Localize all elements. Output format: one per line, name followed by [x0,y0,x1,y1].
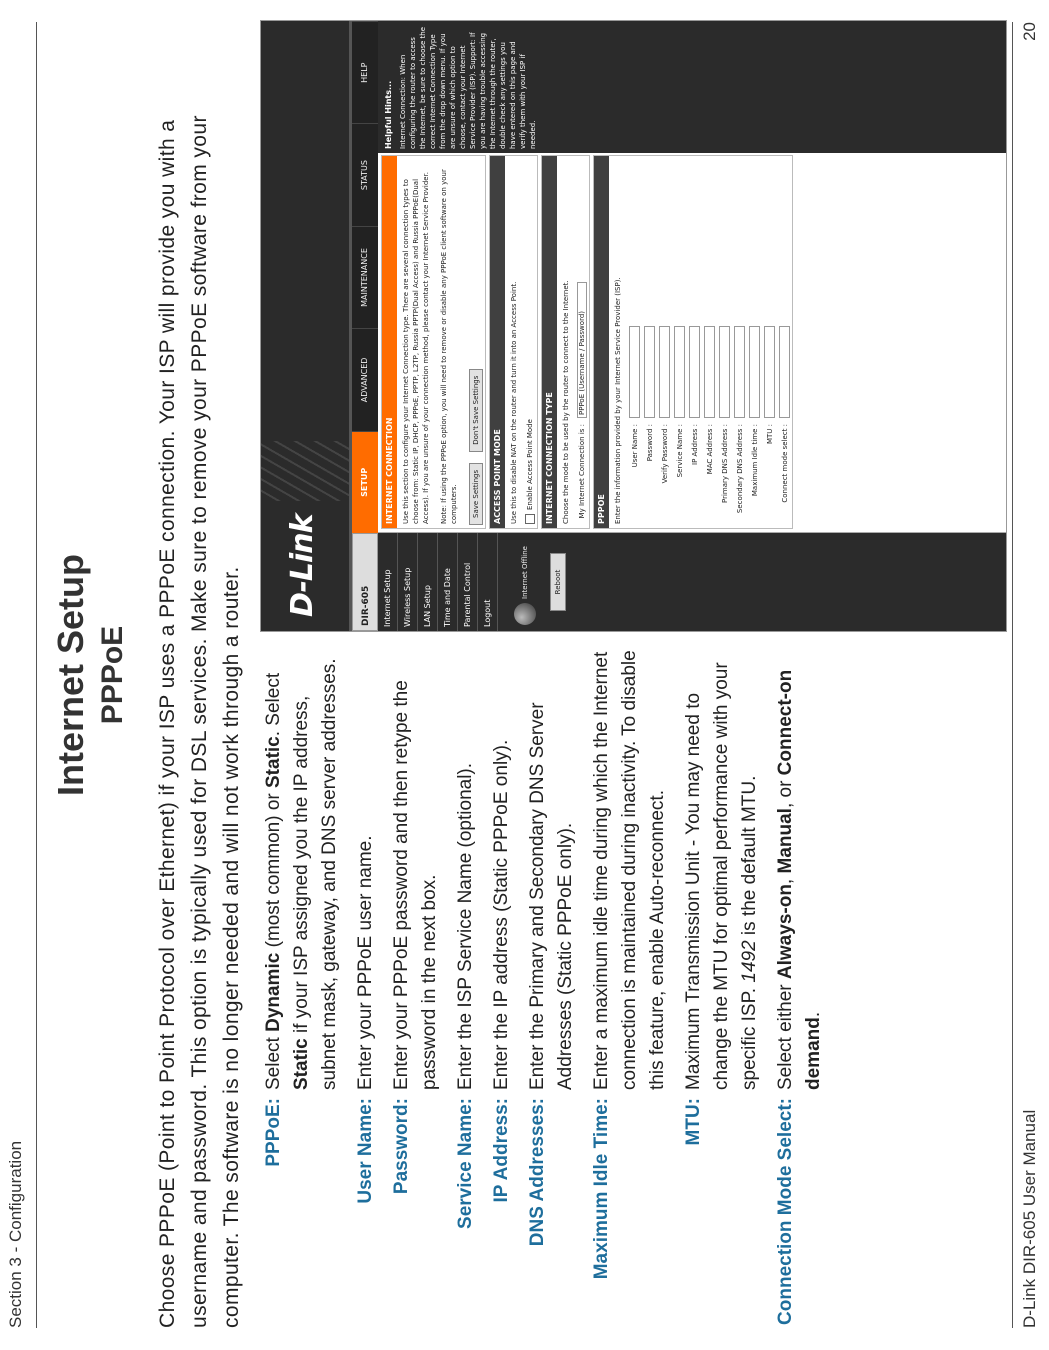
field-label: Service Name : [675,424,684,478]
pppoe-field-row [777,156,792,528]
definition-text-part: Connect-on demand [775,669,824,1090]
banner-stripes [261,441,349,501]
definition-row [524,638,580,1328]
pppoe-field-row [642,156,657,528]
definition-row [488,638,516,1328]
definition-text-part: (most common) or [263,788,284,953]
page-number: 20 [1020,22,1039,41]
header-rule [36,22,37,1328]
model-label: DIR-605 [352,533,378,631]
definition-text-part: if your ISP assigned you the IP address, subnet mask, gateway, and DNS server addresses. [291,658,340,1090]
definition-row [388,638,444,1328]
section-header: Section 3 - Configuration [6,1140,25,1328]
checkbox-label: Enable Access Point Mode [526,419,534,510]
dlink-logo: D-Link [285,514,320,617]
access-point-checkbox[interactable] [525,514,535,524]
field-label: Verify Password : [660,424,669,484]
definition-label: IP Address: [491,1098,512,1203]
definition-text-part: is the default MTU. [739,775,760,941]
field-label: Maximum Idle time : [750,424,759,497]
definition-label: DNS Addresses: [527,1098,548,1247]
definition-label: PPPoE: [263,1098,284,1167]
sidebar [378,533,1006,631]
status-text: Internet Offline [521,546,529,599]
definition-text-part: Static [263,736,284,788]
field-input[interactable] [734,326,745,418]
reboot-button[interactable]: Reboot [550,553,566,611]
definition-row [452,638,480,1328]
field-input[interactable] [674,326,685,418]
definition-text-part: , [775,873,796,885]
definition-text-part: Enter the ISP Service Name (optional). [455,762,476,1090]
definition-text-part: Always-on [775,884,796,980]
pppoe-field-row [672,156,687,528]
definition-text [388,638,444,1090]
definition-text-part: , or [775,775,796,809]
definition-text-part: Dynamic [263,952,284,1032]
sidebar-item[interactable]: Wireless Setup [398,533,418,631]
top-tabs [352,21,378,533]
tab-advanced[interactable]: ADVANCED [352,328,378,430]
field-input[interactable] [779,326,790,418]
field-label: Connect mode select : [780,424,789,503]
definition-text-part: Enter the IP address (Static PPPoE only). [491,739,512,1090]
definition-text-part: Enter a maximum idle time during which the Internet connection is maintained during inactivity. To disable this feature, enable Auto-reconnect. [591,650,668,1090]
tab-maintenance[interactable]: MAINTENANCE [352,226,378,328]
definition-text-part: Enter your PPPoE user name. [355,835,376,1090]
definition-row [352,638,380,1328]
definition-row [680,638,764,1328]
definition-text-part: . [803,1011,824,1018]
status-area [514,539,536,625]
footer-manual: D-Link DIR-605 User Manual [1020,1109,1039,1328]
definition-text [524,638,580,1090]
connection-type-select[interactable]: PPPoE (Username / Password) [577,282,587,418]
help-panel [378,21,1006,153]
definition-label: Service Name: [455,1098,476,1229]
section-text: Choose the mode to be used by the router to connect to the Internet. [562,280,570,524]
help-text: Internet Connection: When configuring the router to access the Internet, be sure to choose the correct Internet Connection Type from the drop down menu. If you are unsure of which option to choose, contact your Internet Service Provider (ISP). Support: If you are having trouble accessing the Internet through the router, double check any settings you have entered on this page and verify them with your ISP if needed. [399,26,537,149]
main-panel [378,152,1006,533]
pppoe-section [593,155,793,529]
tab-help[interactable]: HELP [352,21,378,123]
pppoe-field-row [627,156,642,528]
globe-icon [514,603,536,625]
definition-row [588,638,672,1328]
field-label: Primary DNS Address : [720,424,729,504]
field-input[interactable] [629,326,640,418]
definition-label: Connection Mode Select: [775,1098,796,1325]
sidebar-item[interactable]: Parental Control [458,533,478,631]
definition-text-part: Select [263,1031,284,1090]
definition-text [588,638,672,1090]
definition-text-part: 1492 [739,940,760,983]
field-input[interactable] [764,326,775,418]
connection-type-section [541,155,590,529]
router-screenshot [260,20,1007,632]
pppoe-field-row [702,156,717,528]
pppoe-field-row [657,156,672,528]
access-point-section [489,155,538,529]
sidebar-item[interactable]: Logout [478,533,498,631]
section-text: Enter the information provided by your Internet Service Provider (ISP). [614,277,622,524]
definition-text [680,638,764,1090]
field-input[interactable] [689,326,700,418]
save-button[interactable]: Save Settings [469,463,483,525]
definition-text-part: Static [291,1038,312,1090]
section-note: Note: If using the PPPoE option, you will need to remove or disable any PPPoE client software on your computers. [440,169,458,524]
definition-text [452,638,480,1090]
definition-text-part: . Select [263,672,284,737]
pppoe-field-row [747,156,762,528]
tab-status[interactable]: STATUS [352,123,378,225]
definition-row [260,638,344,1328]
definition-label: Password: [391,1098,412,1195]
definition-text-part: Select either [775,979,796,1090]
internet-connection-section [381,155,486,529]
sidebar-item[interactable]: LAN Setup [418,533,438,631]
section-heading: ACCESS POINT MODE [490,156,505,528]
definition-text-part: Manual [775,808,796,874]
field-label: MTU : [765,424,774,445]
field-input[interactable] [659,326,670,418]
field-input[interactable] [749,326,760,418]
sidebar-item[interactable]: Internet Setup [378,533,398,631]
sidebar-item[interactable]: Time and Date [438,533,458,631]
section-text: Use this section to configure your Internet Connection type. There are several connection types to choose from: Static IP, DHCP, PPPoE, PPTP, L2TP, Russia PPTP(Dual Access) and Russia PPPoE(Dual Access). If you are unsure of your connection method, please contact your Internet Service Provider. [402,171,430,524]
field-label: My Internet Connection is : [578,424,586,519]
field-input[interactable] [704,326,715,418]
definition-text-part: Enter your PPPoE password and then retype the password in the next box. [391,680,440,1090]
definition-row [772,638,828,1328]
field-label: Password : [645,424,654,462]
field-label: Secondary DNS Address : [735,424,744,514]
section-heading: INTERNET CONNECTION [382,156,397,528]
definition-label: MTU: [683,1098,704,1146]
field-input[interactable] [644,326,655,418]
section-text: Use this to disable NAT on the router and turn it into an Access Point. [510,281,518,524]
section-heading: PPPOE [594,156,609,528]
definition-text [488,638,516,1090]
definition-text [352,638,380,1090]
field-label: MAC Address : [705,424,714,475]
page-subtitle: PPPoE [96,625,129,725]
definition-label: Maximum Idle Time: [591,1098,612,1280]
definition-label: User Name: [355,1098,376,1204]
dont-save-button[interactable]: Don't Save Settings [469,369,483,452]
field-label: IP Address : [690,424,699,465]
pppoe-field-row [717,156,732,528]
definition-text-part: Enter the Primary and Secondary DNS Server Addresses (Static PPPoE only). [527,702,576,1090]
section-heading: INTERNET CONNECTION TYPE [542,156,557,528]
pppoe-field-row [762,156,777,528]
definition-text [260,638,344,1090]
field-label: User Name : [630,424,639,468]
help-heading: Helpful Hints... [384,80,393,149]
pppoe-field-row [687,156,702,528]
banner [261,21,352,631]
field-input[interactable] [719,326,730,418]
footer-rule [1012,22,1013,1328]
definition-list [260,638,836,1328]
pppoe-field-row [732,156,747,528]
definition-text [772,638,828,1090]
tab-setup[interactable]: SETUP [352,431,378,533]
definition-text-part: Maximum Transmission Unit - You may need to change the MTU for optimal performance with your specific ISP. [683,662,760,1090]
intro-paragraph: Choose PPPoE (Point to Point Protocol over Ethernet) if your ISP uses a PPPoE connection. Your ISP will provide you with a username and password. This option is typically used for DSL services. Make sure to remove your PPPoE software from your computer. The software is no longer needed and will not work through a router. [156,115,243,1328]
page-title: Internet Setup [50,554,91,797]
